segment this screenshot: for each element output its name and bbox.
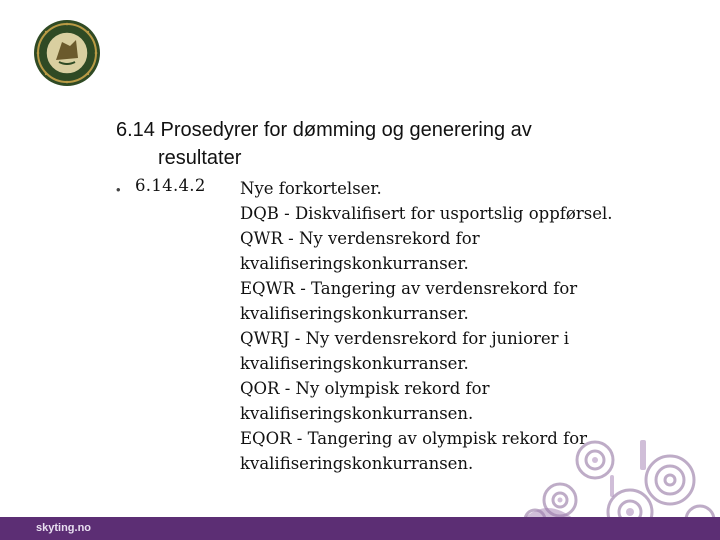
footer-bar (0, 517, 720, 540)
bullet-line: EQOR - Tangering av olympisk rekord for (240, 429, 588, 448)
footer-site-link[interactable]: skyting.no (36, 522, 92, 534)
bullet-line: kvalifiseringskonkurransen. (240, 404, 474, 423)
bullet-line: kvalifiseringskonkurranser. (240, 354, 469, 373)
bullet-line: Nye forkortelser. (240, 179, 382, 198)
slide-title (116, 116, 676, 172)
bullet-line: QOR - Ny olympisk rekord for (240, 379, 490, 398)
bullet-line: kvalifiseringskonkurranser. (240, 254, 469, 273)
bullet-line: QWRJ - Ny verdensrekord for juniorer i (240, 329, 570, 348)
section-number: 6.14 (116, 119, 155, 141)
rule-number: 6.14.4.2 (135, 176, 206, 195)
title-line-2: resultater (158, 147, 242, 169)
bullet-line: DQB - Diskvalifisert for usportslig oppførsel. (240, 204, 613, 223)
federation-logo-icon (32, 18, 102, 88)
bullet-marker: • (116, 182, 121, 197)
bullet-line: kvalifiseringskonkurransen. (240, 454, 474, 473)
bullet-line: EQWR - Tangering av verdensrekord for (240, 279, 578, 298)
bullet-line: QWR - Ny verdensrekord for (240, 229, 480, 248)
title-line-1: Prosedyrer for dømming og generering av (160, 119, 532, 141)
bullet-line: kvalifiseringskonkurranser. (240, 304, 469, 323)
